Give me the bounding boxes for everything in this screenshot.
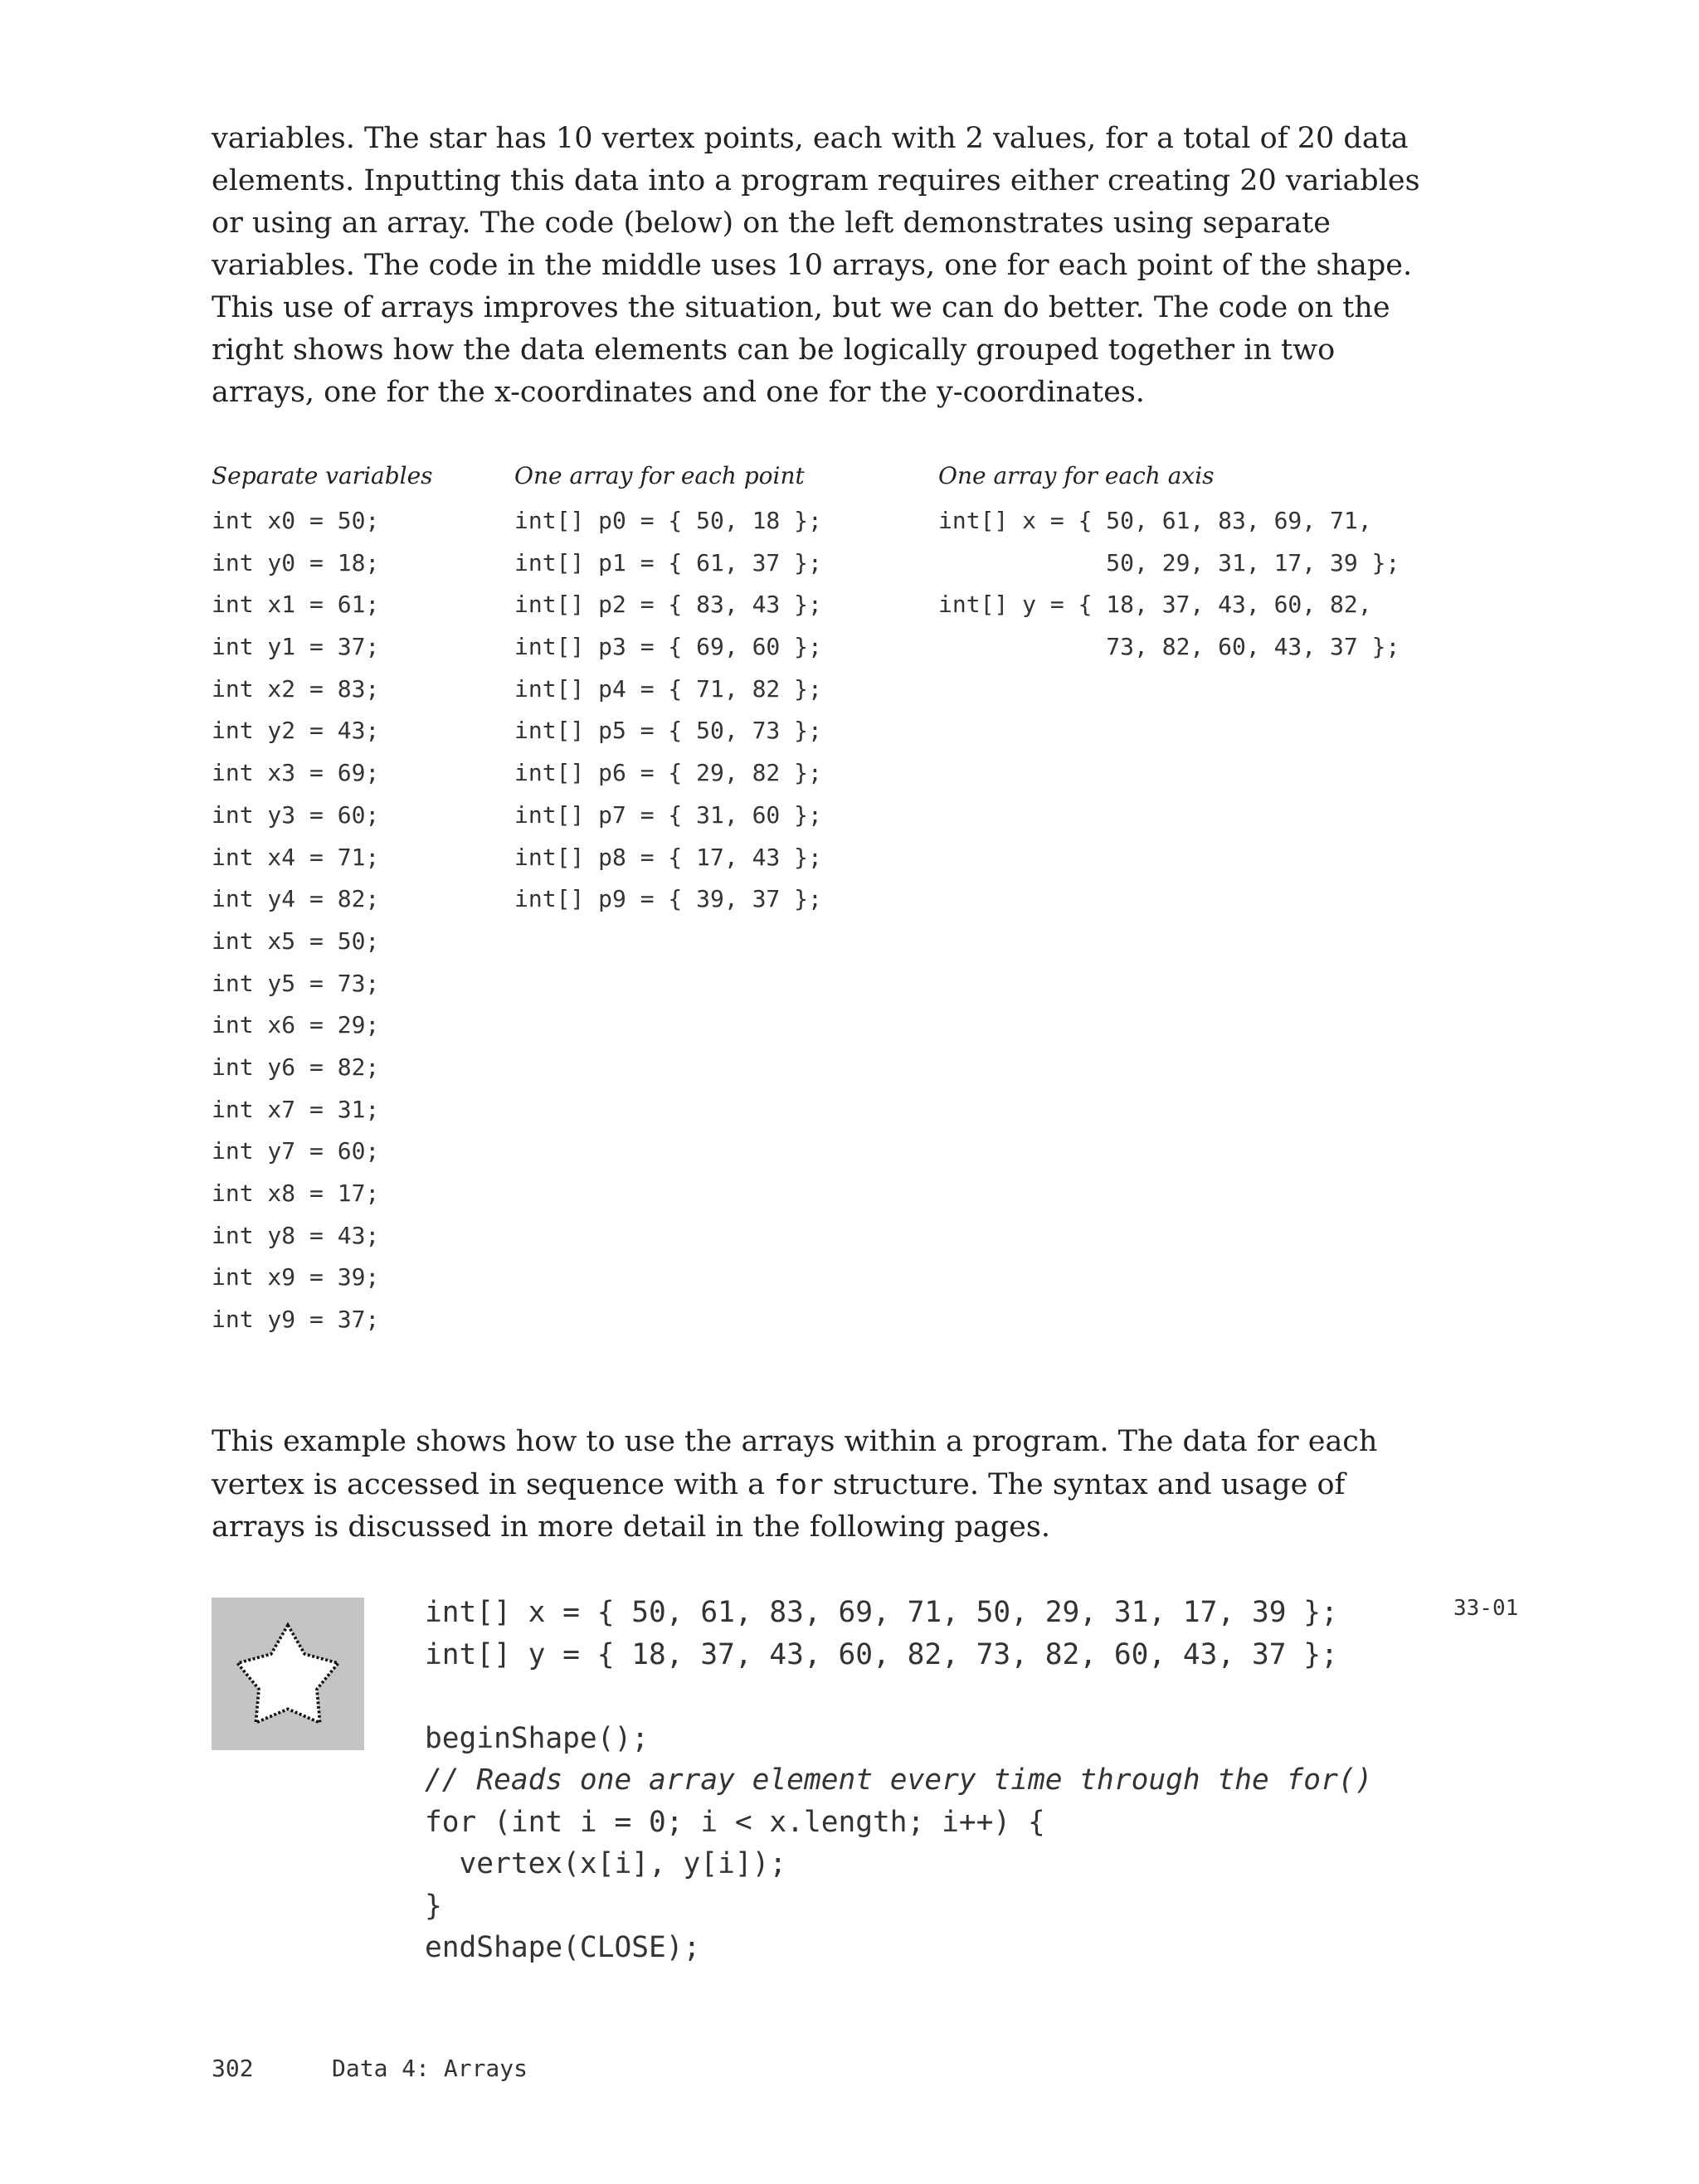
star-shape <box>237 1625 338 1723</box>
code-line: beginShape(); <box>425 1721 650 1755</box>
intro-paragraph: variables. The star has 10 vertex points, each with 2 values, for a total of 20 data elements. Inputting this data into a program requires either creating 20 variables or using an array. The code (below) on the left demonstrates using separate variables. The code in the middle uses 10 arrays, one for each point of the shape. This use of arrays improves the situation, but we can do better. The code on the right shows how the data elements can be logically grouped together in two arrays, one for the x-coordinates and one for the y-coordinates. <box>212 122 1420 409</box>
code-line: int y4 = 82; <box>212 885 380 913</box>
code-line: int y1 = 37; <box>212 633 380 661</box>
code-line: int y8 = 43; <box>212 1221 380 1249</box>
code-line <box>425 1676 1372 1718</box>
code-line: int y0 = 18; <box>212 548 380 576</box>
separate-variables-heading: Separate variables <box>212 462 433 489</box>
code-line: int x2 = 83; <box>212 674 380 703</box>
code-line: int[] x = { 50, 61, 83, 69, 71, 50, 29, 31, 17, 39 }; <box>425 1596 1338 1629</box>
page-number: 302 <box>212 2055 254 2082</box>
code-line: int x4 = 71; <box>212 843 380 871</box>
code-line: int[] y = { 18, 37, 43, 60, 82, 73, 82, 60, 43, 37 }; <box>425 1637 1338 1671</box>
star-shape-canvas <box>212 1598 364 1750</box>
example-number: 33-01 <box>1453 1596 1519 1621</box>
code-line: int[] p0 = { 50, 18 }; <box>514 507 822 534</box>
code-line: int y3 = 60; <box>212 800 380 829</box>
code-line: for (int i = 0; i < x.length; i++) { <box>425 1805 1045 1839</box>
code-line: vertex(x[i], y[i]); <box>425 1847 787 1880</box>
code-line: endShape(CLOSE); <box>425 1931 701 1964</box>
code-line: } <box>425 1889 442 1923</box>
code-line: int[] x = { 50, 61, 83, 69, 71, <box>938 507 1372 534</box>
array-per-point-heading: One array for each point <box>514 462 805 489</box>
code-line: int x6 = 29; <box>212 1011 380 1039</box>
second-paragraph <box>212 1421 1431 1549</box>
example-code-block <box>425 1592 1372 1969</box>
code-line: int y7 = 60; <box>212 1137 380 1165</box>
array-per-axis-code <box>938 500 1400 669</box>
code-line: int x5 = 50; <box>212 927 380 955</box>
paragraph-text-after: structure. The syntax and usage of arrays is discussed in more detail in the following pages. <box>212 1468 1346 1544</box>
paragraph-text-before: This example shows how to use the arrays within a program. The data for each vertex is accessed in sequence with a <box>212 1425 1378 1501</box>
code-line: int[] p3 = { 69, 60 }; <box>514 633 822 661</box>
array-per-axis-heading: One array for each axis <box>938 462 1215 489</box>
code-line: int[] y = { 18, 37, 43, 60, 82, <box>938 591 1372 619</box>
star-sketch-output <box>212 1598 364 1750</box>
code-line: int x1 = 61; <box>212 591 380 619</box>
code-line: int y2 = 43; <box>212 717 380 745</box>
code-line: int[] p2 = { 83, 43 }; <box>514 591 822 619</box>
code-line: int[] p4 = { 71, 82 }; <box>514 674 822 703</box>
code-line: int[] p8 = { 17, 43 }; <box>514 843 822 871</box>
code-line: int[] p1 = { 61, 37 }; <box>514 548 822 576</box>
code-line: 50, 29, 31, 17, 39 }; <box>938 548 1400 576</box>
code-line: int y9 = 37; <box>212 1306 380 1334</box>
code-line: int x0 = 50; <box>212 507 380 534</box>
code-line: int[] p6 = { 29, 82 }; <box>514 759 822 787</box>
code-line: int x9 = 39; <box>212 1263 380 1291</box>
inline-code-for: for <box>774 1468 824 1501</box>
code-line: int[] p5 = { 50, 73 }; <box>514 717 822 745</box>
code-line: int y6 = 82; <box>212 1053 380 1081</box>
code-line: int[] p7 = { 31, 60 }; <box>514 800 822 829</box>
code-line: int[] p9 = { 39, 37 }; <box>514 885 822 913</box>
code-line: 73, 82, 60, 43, 37 }; <box>938 633 1400 661</box>
separate-variables-code <box>212 500 379 1341</box>
code-line: int x3 = 69; <box>212 759 380 787</box>
code-comment-line: // Reads one array element every time through the for() <box>425 1763 1373 1797</box>
array-per-point-code <box>514 500 822 921</box>
code-line: int y5 = 73; <box>212 969 380 997</box>
code-line: int x8 = 17; <box>212 1180 380 1207</box>
code-line: int x7 = 31; <box>212 1095 380 1123</box>
chapter-title: Data 4: Arrays <box>332 2055 528 2082</box>
